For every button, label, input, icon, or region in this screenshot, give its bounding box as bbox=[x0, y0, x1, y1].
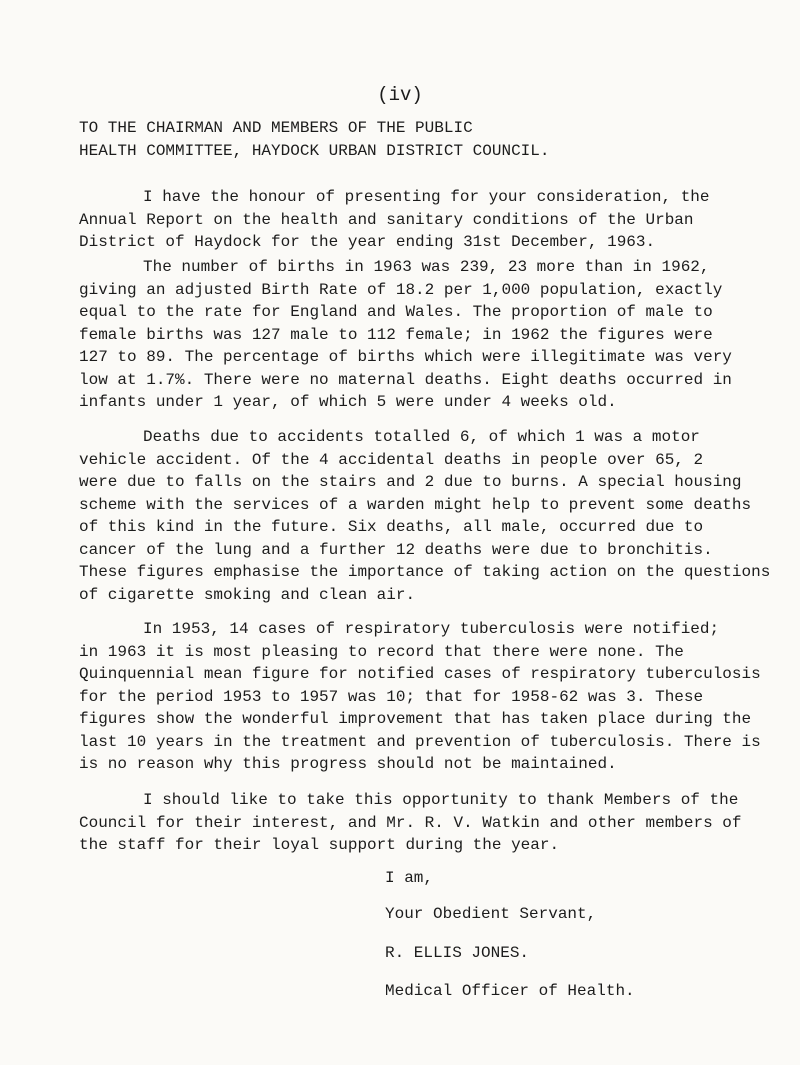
address-block bbox=[79, 117, 779, 163]
paragraph-thanks bbox=[79, 789, 779, 857]
text-line: I should like to take this opportunity to thank Members of the bbox=[143, 791, 739, 809]
text-line: of this kind in the future. Six deaths, all male, occurred due to bbox=[79, 518, 704, 536]
paragraph-introduction bbox=[79, 186, 779, 254]
address-line: HEALTH COMMITTEE, HAYDOCK URBAN DISTRICT COUNCIL. bbox=[79, 142, 550, 160]
text-line: cancer of the lung and a further 12 deaths were due to bronchitis. bbox=[79, 540, 713, 559]
text-line: is no reason why this progress should not be maintained. bbox=[79, 755, 617, 773]
text-line: 127 to 89. The percentage of births which were illegitimate was very bbox=[79, 348, 732, 366]
text-line: of cigarette smoking and clean air. bbox=[79, 585, 416, 604]
address-line: TO THE CHAIRMAN AND MEMBERS OF THE PUBLIC bbox=[79, 119, 473, 137]
text-line: District of Haydock for the year ending 31st December, 1963. bbox=[79, 233, 656, 251]
text-line: in 1963 it is most pleasing to record that there were none. The bbox=[79, 642, 684, 661]
text-line: Deaths due to accidents totalled 6, of which 1 was a motor bbox=[143, 428, 700, 446]
text-line: female births was 127 male to 112 female; in 1962 the figures were bbox=[79, 325, 713, 344]
text-line: scheme with the services of a warden might help to prevent some deaths bbox=[79, 495, 752, 514]
text-line: The number of births in 1963 was 239, 23 more than in 1962, bbox=[143, 258, 710, 276]
text-line: giving an adjusted Birth Rate of 18.2 per 1,000 population, exactly bbox=[79, 280, 723, 299]
text-line: for the period 1953 to 1957 was 10; that for 1958-62 was 3. These bbox=[79, 687, 704, 706]
text-line: infants under 1 year, of which 5 were under 4 weeks old. bbox=[79, 393, 617, 411]
closing-i-am: I am, bbox=[385, 869, 434, 887]
text-line: the staff for their loyal support during the year. bbox=[79, 836, 560, 854]
paragraph-births bbox=[79, 256, 779, 414]
page-number: (iv) bbox=[377, 84, 423, 106]
text-line: Annual Report on the health and sanitary conditions of the Urban bbox=[79, 210, 694, 229]
text-line: I have the honour of presenting for your consideration, the bbox=[143, 188, 710, 206]
text-line: figures show the wonderful improvement that has taken place during the bbox=[79, 710, 752, 728]
text-line: last 10 years in the treatment and prevention of tuberculosis. There is bbox=[79, 732, 761, 751]
text-line: Council for their interest, and Mr. R. V. Watkin and other members of bbox=[79, 813, 742, 832]
paragraph-accidents bbox=[79, 426, 779, 606]
text-line: were due to falls on the stairs and 2 due to burns. A special housing bbox=[79, 473, 742, 491]
text-line: low at 1.7%. There were no maternal deaths. Eight deaths occurred in bbox=[79, 370, 732, 389]
closing-servant: Your Obedient Servant, bbox=[385, 905, 597, 923]
signatory-title: Medical Officer of Health. bbox=[385, 982, 635, 1000]
text-line: Quinquennial mean figure for notified cases of respiratory tuberculosis bbox=[79, 665, 761, 683]
paragraph-tuberculosis bbox=[79, 618, 779, 776]
text-line: vehicle accident. Of the 4 accidental deaths in people over 65, 2 bbox=[79, 450, 704, 469]
text-line: These figures emphasise the importance of taking action on the questions bbox=[79, 563, 771, 581]
text-line: In 1953, 14 cases of respiratory tuberculosis were notified; bbox=[143, 620, 720, 638]
text-line: equal to the rate for England and Wales. The proportion of male to bbox=[79, 303, 713, 321]
signatory-name: R. ELLIS JONES. bbox=[385, 944, 530, 962]
